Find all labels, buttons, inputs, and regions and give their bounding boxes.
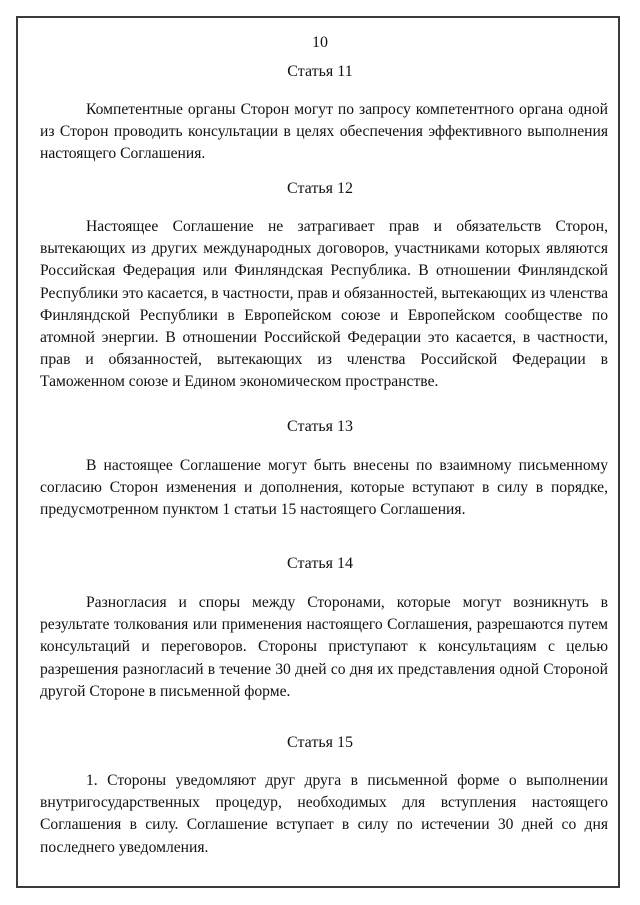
article-12-title: Статья 12 bbox=[287, 180, 353, 197]
article-11-title: Статья 11 bbox=[287, 63, 353, 80]
article-13-text: В настоящее Соглашение могут быть внесены по взаимному письменному согласию Сторон изменения и дополнения, которые вступают в силу в порядке, предусмотренном пунктом 1 статьи 15 настоящего Соглашения. bbox=[40, 457, 608, 519]
article-13-title: Статья 13 bbox=[287, 418, 353, 435]
page-number: 10 bbox=[312, 34, 328, 51]
article-12-text: Настоящее Соглашение не затрагивает прав и обязательств Сторон, вытекающих из других международных договоров, участниками которых являются Российская Федерация или Финляндская Республика. В отношении Финляндской Республики это касается, в частности, прав и обязанностей, вытекающих из членства Финляндской Республики в Европейском союзе и Европейском сообществе по атомной энергии. В отношении Российской Федерации это касается, в частности, прав и обязанностей, вытекающих из членства Российской Федерации в Таможенном союзе и Едином экономическом пространстве. bbox=[40, 218, 608, 391]
article-15-text: 1. Стороны уведомляют друг друга в письменной форме о выполнении внутригосударственных процедур, необходимых для вступления настоящего Соглашения в силу. Соглашение вступает в силу по истечении 30 дней со дня последнего уведомления. bbox=[40, 772, 608, 856]
article-11-text: Компетентные органы Сторон могут по запросу компетентного органа одной из Сторон проводить консультации в целях обеспечения эффективного выполнения настоящего Соглашения. bbox=[40, 101, 608, 163]
article-14-title: Статья 14 bbox=[287, 555, 353, 572]
article-14-text: Разногласия и споры между Сторонами, которые могут возникнуть в результате толкования или применения настоящего Соглашения, разрешаются путем консультаций и переговоров. Стороны приступают к консультациям с целью разрешения разногласий в течение 30 дней со дня их представления одной Стороной другой Стороне в письменной форме. bbox=[40, 594, 608, 700]
article-15-title: Статья 15 bbox=[287, 734, 353, 751]
